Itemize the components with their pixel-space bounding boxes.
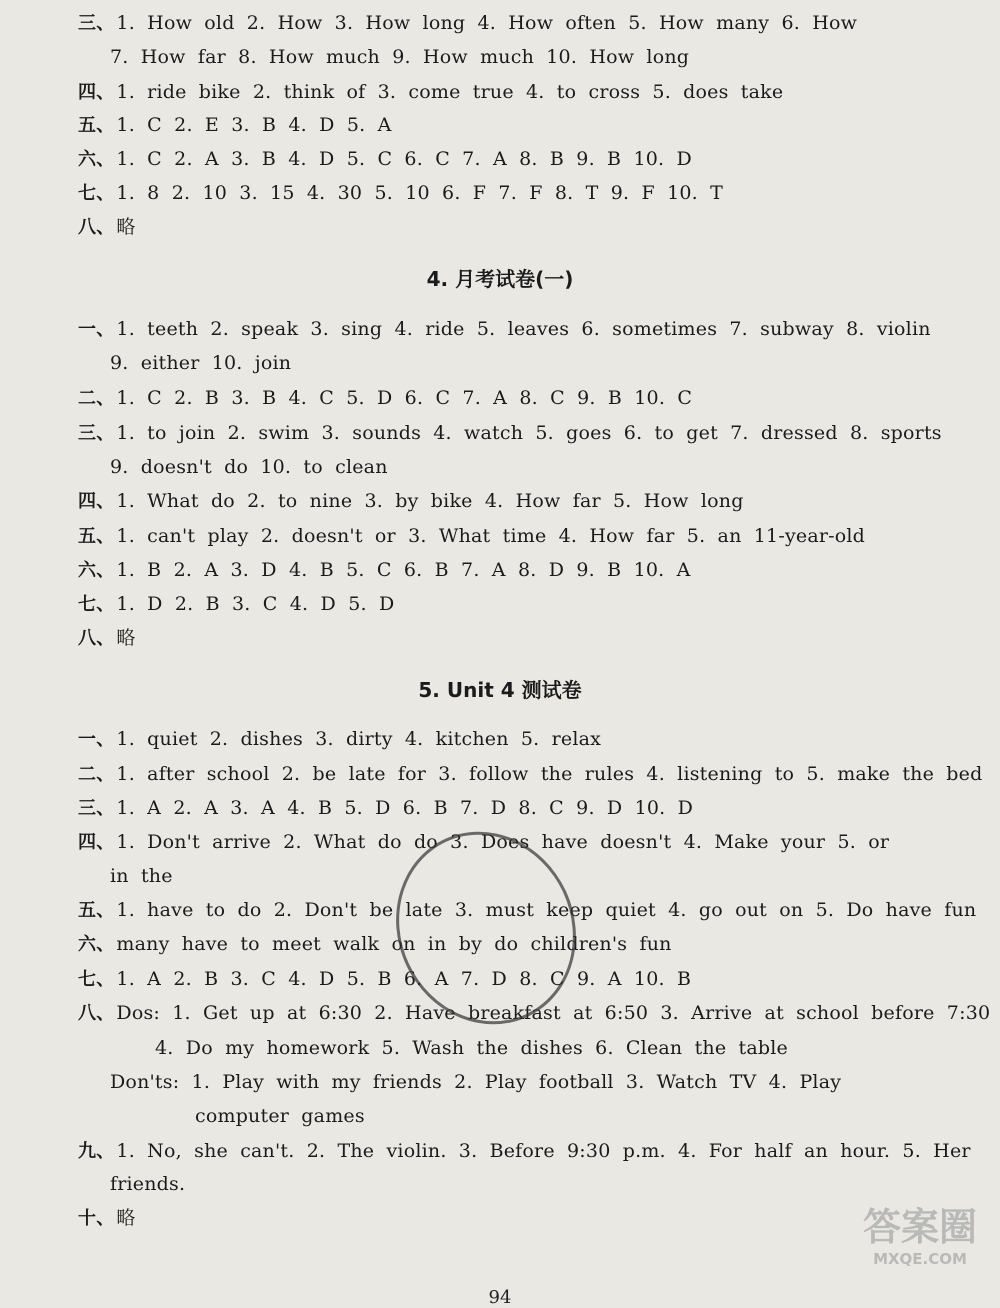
answer-line: Don'ts: 1. Play with my friends 2. Play football 3. Watch TV 4. Play: [110, 1071, 842, 1093]
answer-line: 二、 1. after school 2. be late for 3. follow the rules 4. listening to 5. make the bed: [78, 763, 983, 785]
answer-line: 二、 1. C 2. B 3. B 4. C 5. D 6. C 7. A 8. C 9. B 10. C: [78, 387, 693, 409]
answer-line: 五、 1. have to do 2. Don't be late 3. must keep quiet 4. go out on 5. Do have fun: [78, 899, 977, 921]
watermark-site: MXQE.COM: [873, 1250, 967, 1268]
answer-line: 9. doesn't do 10. to clean: [110, 456, 388, 478]
answer-line: 四、 1. Don't arrive 2. What do do 3. Does have doesn't 4. Make your 5. or: [78, 831, 890, 853]
answer-line: computer games: [195, 1105, 365, 1127]
answer-line: 三、 1. How old 2. How 3. How long 4. How often 5. How many 6. How: [78, 12, 858, 34]
watermark-logo: [860, 1204, 980, 1284]
answer-line: 三、 1. to join 2. swim 3. sounds 4. watch 5. goes 6. to get 7. dressed 8. sports: [78, 422, 942, 444]
answer-line: 八、 略: [78, 216, 136, 238]
answer-line: 十、 略: [78, 1207, 136, 1229]
answer-line: 三、 1. A 2. A 3. A 4. B 5. D 6. B 7. D 8. C 9. D 10. D: [78, 797, 694, 819]
answer-line: 一、 1. quiet 2. dishes 3. dirty 4. kitchen 5. relax: [78, 728, 602, 750]
answer-line: 八、 略: [78, 627, 136, 649]
answer-line: 六、 1. B 2. A 3. D 4. B 5. C 6. B 7. A 8. D 9. B 10. A: [78, 559, 691, 581]
answer-line: 七、 1. 8 2. 10 3. 15 4. 30 5. 10 6. F 7. F 8. T 9. F 10. T: [78, 182, 724, 204]
answer-line: 7. How far 8. How much 9. How much 10. How long: [110, 46, 690, 68]
answer-line: friends.: [110, 1173, 186, 1195]
answer-line: 四、 1. ride bike 2. think of 3. come true 4. to cross 5. does take: [78, 81, 784, 103]
answer-line: 五、 1. C 2. E 3. B 4. D 5. A: [78, 114, 392, 136]
answer-line: 9. either 10. join: [110, 352, 292, 374]
page-number: 94: [488, 1287, 512, 1308]
answer-line: in the: [110, 865, 173, 887]
watermark-badge: 答案圈: [862, 1205, 977, 1249]
answer-line: 四、 1. What do 2. to nine 3. by bike 4. How far 5. How long: [78, 490, 744, 512]
answer-line: 一、 1. teeth 2. speak 3. sing 4. ride 5. leaves 6. sometimes 7. subway 8. violin: [78, 318, 931, 340]
section-title: 5. Unit 4 测试卷: [418, 678, 582, 702]
answer-line: 六、 1. C 2. A 3. B 4. D 5. C 6. C 7. A 8. B 9. B 10. D: [78, 148, 692, 170]
answer-line: 九、 1. No, she can't. 2. The violin. 3. Before 9:30 p.m. 4. For half an hour. 5. Her: [78, 1140, 971, 1162]
answer-line: 七、 1. A 2. B 3. C 4. D 5. B 6. A 7. D 8. C 9. A 10. B: [78, 968, 692, 990]
section-title: 4. 月考试卷(一): [426, 267, 574, 291]
answer-line: 七、 1. D 2. B 3. C 4. D 5. D: [78, 593, 395, 615]
answer-line: 4. Do my homework 5. Wash the dishes 6. Clean the table: [155, 1037, 788, 1059]
answer-line: 八、 Dos: 1. Get up at 6:30 2. Have breakfast at 6:50 3. Arrive at school before 7:30: [78, 1002, 991, 1024]
answer-line: 五、 1. can't play 2. doesn't or 3. What time 4. How far 5. an 11-year-old: [78, 525, 866, 547]
answer-line: 六、 many have to meet walk on in by do children's fun: [78, 933, 672, 955]
